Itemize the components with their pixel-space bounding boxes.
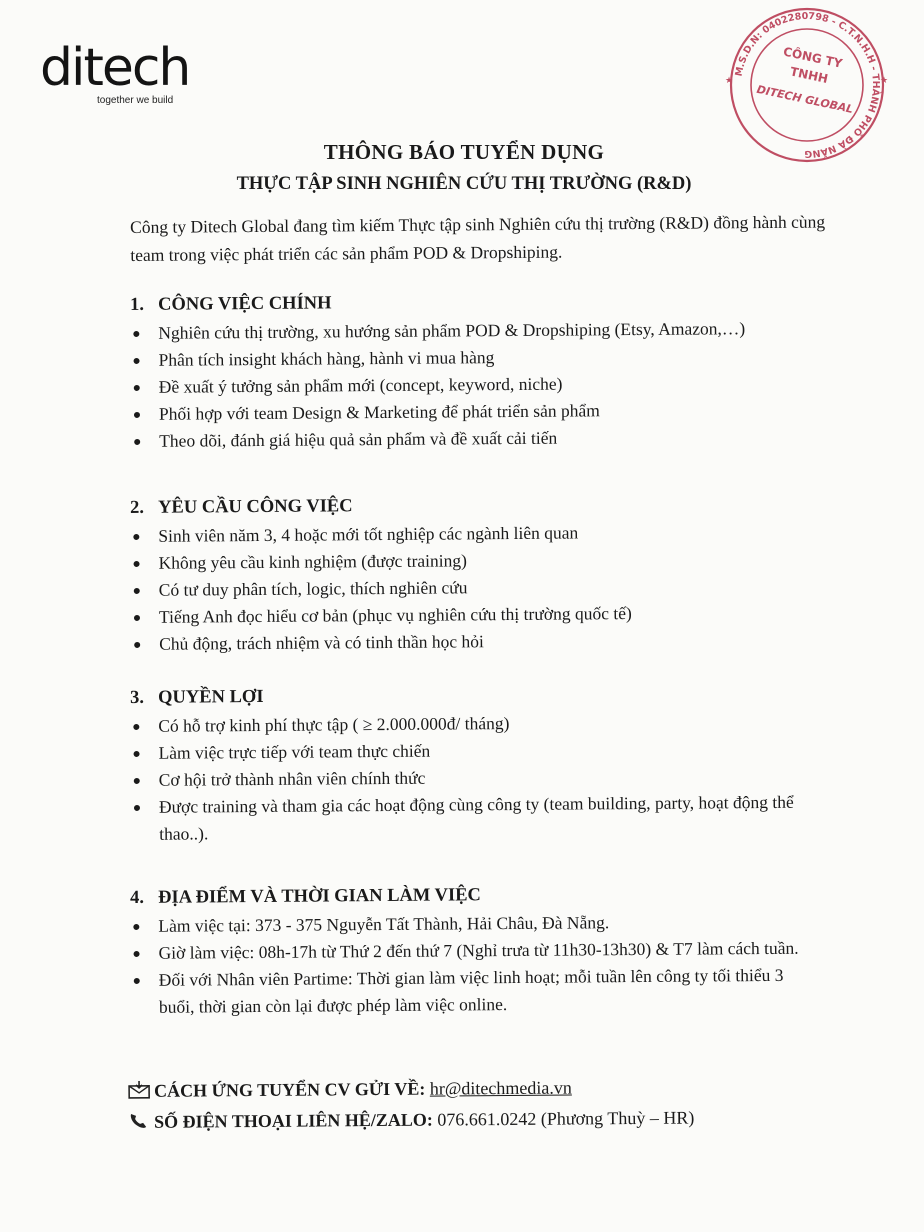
email-link[interactable]: hr@ditechmedia.vn [429, 1077, 572, 1099]
list-item: Không yêu cầu kinh nghiệm (được training) [130, 545, 820, 577]
bullet-icon [134, 588, 140, 594]
bullet-icon [134, 615, 140, 621]
contact-phone [128, 1102, 848, 1138]
bullet-icon [134, 805, 140, 811]
list-item: Giờ làm việc: 08h-17h từ Thứ 2 đến thứ 7 (Nghỉ trưa từ 11h30-13h30) & T7 làm cách tuần. [130, 935, 820, 967]
stamp-line-1: CÔNG TY [782, 44, 844, 71]
logo-tagline: together we build [97, 95, 174, 106]
contact-apply [128, 1071, 848, 1107]
list-item: Đối với Nhân viên Partime: Thời gian làm việc linh hoạt; mỗi tuần lên công ty tối thiểu 3 buổi, thời gian còn lại được phép làm việc online. [131, 962, 821, 1021]
list-item: Chủ động, trách nhiệm và có tinh thần học hỏi [131, 626, 821, 658]
bullet-icon [133, 534, 139, 540]
list-item: Có hỗ trợ kinh phí thực tập ( ≥ 2.000.000đ/ tháng) [130, 708, 820, 740]
company-logo [40, 38, 200, 110]
list-item: Làm việc trực tiếp với team thực chiến [130, 735, 820, 767]
apply-label: CÁCH ỨNG TUYỂN CV GỬI VỀ: [154, 1078, 426, 1101]
section-heading: 4. ĐỊA ĐIỂM VÀ THỜI GIAN LÀM VIỆC [130, 885, 481, 908]
logo-wordmark: ditech [40, 38, 190, 98]
list-item: Sinh viên năm 3, 4 hoặc mới tốt nghiệp các ngành liên quan [130, 518, 820, 550]
list-item: Làm việc tại: 373 - 375 Nguyễn Tất Thành, Hải Châu, Đà Nẵng. [130, 908, 820, 940]
list-item: Tiếng Anh đọc hiểu cơ bản (phục vụ nghiên cứu thị trường quốc tế) [131, 599, 821, 631]
section-benefits [130, 678, 821, 848]
stamp-star-right: ★ [880, 75, 889, 85]
list-item: Nghiên cứu thị trường, xu hướng sản phẩm POD & Dropshiping (Etsy, Amazon,…) [130, 315, 820, 347]
stamp-star-left: ★ [725, 75, 734, 85]
phone-label: SỐ ĐIỆN THOẠI LIÊN HỆ/ZALO: [154, 1109, 433, 1132]
bullet-icon [134, 951, 140, 957]
bullet-icon [133, 924, 139, 930]
bullet-icon [134, 412, 140, 418]
bullet-icon [134, 642, 140, 648]
section-requirements [130, 488, 821, 658]
stamp-ring-text: M.S.D.N: 0402280798 - C.T.N.H.H - THÀNH PHỐ ĐÀ NẴNG [733, 10, 882, 160]
bullet-icon [134, 751, 140, 757]
phone-number[interactable]: 076.661.0242 (Phương Thuỳ – HR) [437, 1107, 695, 1130]
page-title: THÔNG BÁO TUYỂN DỤNG [323, 140, 605, 164]
list-item: Đề xuất ý tưởng sản phẩm mới (concept, keyword, niche) [131, 369, 821, 401]
section-location-hours [130, 878, 821, 1021]
intro-paragraph: Công ty Ditech Global đang tìm kiếm Thực tập sinh Nghiên cứu thị trường (R&D) đồng hành cùng team trong việc phát triển các sản phẩm POD & Dropshiping. [130, 211, 826, 265]
bullet-icon [134, 439, 140, 445]
section-heading: 2. YÊU CẦU CÔNG VIỆC [130, 496, 353, 518]
list-item: Có tư duy phân tích, logic, thích nghiên cứu [131, 572, 821, 604]
section-heading: 1. CÔNG VIỆC CHÍNH [130, 293, 332, 315]
bullet-icon [134, 358, 140, 364]
bullet-icon [133, 724, 139, 730]
list-item: Theo dõi, đánh giá hiệu quả sản phẩm và đề xuất cải tiến [131, 423, 821, 455]
stamp-line-2: TNHH [788, 64, 830, 87]
bullet-icon [134, 385, 140, 391]
list-item: Cơ hội trở thành nhân viên chính thức [131, 762, 821, 794]
header-titles [0, 140, 924, 195]
bullet-icon [133, 331, 139, 337]
section-heading: 3. QUYỀN LỢI [130, 686, 264, 708]
mail-download-icon [128, 1079, 154, 1107]
list-item: Được training và tham gia các hoạt động cùng công ty (team building, party, hoạt động thể thao..). [131, 789, 821, 848]
bullet-icon [134, 978, 140, 984]
list-item: Phân tích insight khách hàng, hành vi mua hàng [130, 342, 820, 374]
phone-icon [128, 1110, 154, 1138]
list-item: Phối hợp với team Design & Marketing để phát triển sản phẩm [131, 396, 821, 428]
bullet-icon [134, 561, 140, 567]
page-subtitle: THỰC TẬP SINH NGHIÊN CỨU THỊ TRƯỜNG (R&D) [236, 174, 692, 194]
stamp-line-3: DITECH GLOBAL [755, 82, 855, 116]
section-main-duties [130, 285, 821, 455]
bullet-icon [134, 778, 140, 784]
